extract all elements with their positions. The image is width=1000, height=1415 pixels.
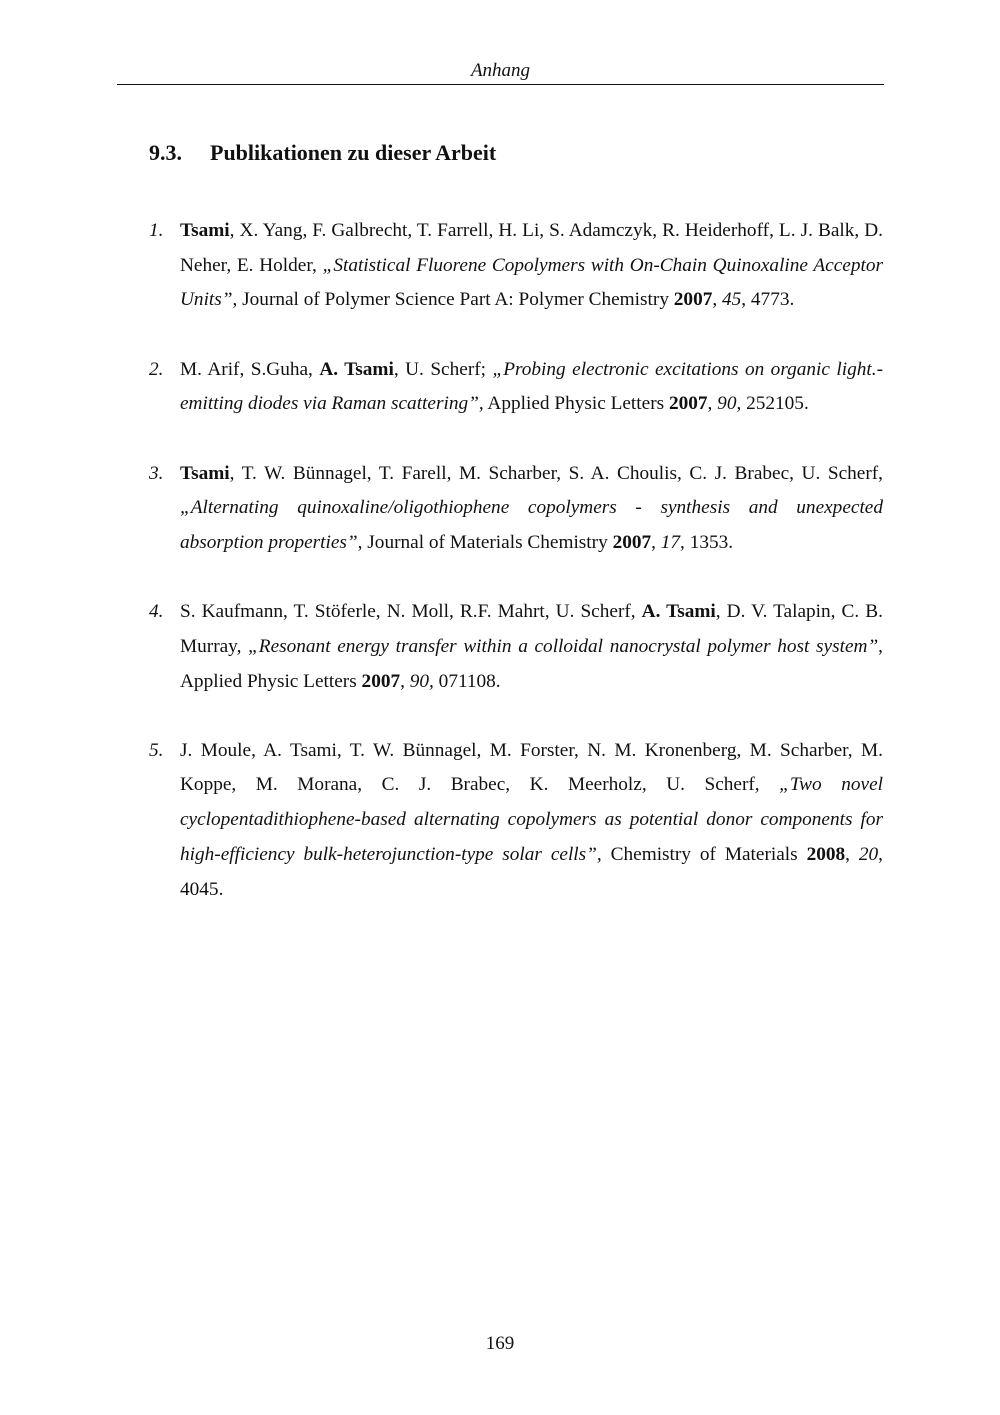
publication-text: 2008 [806,843,846,865]
publication-item [149,353,883,422]
publication-text: Tsami [180,462,230,484]
publication-number: 5. [149,739,164,761]
publication-text: A. Tsami [641,601,716,623]
publication-text: 2007 [673,289,713,311]
publication-text: 2007 [668,393,708,415]
publication-text: 2007 [612,531,652,553]
publication-text: , D. V. Talapin, C. B. Murray, [180,601,883,657]
publication-text: , [707,393,718,415]
publication-text: , [845,843,859,865]
publication-number: 2. [149,358,164,380]
publication-title: „Probing electronic excitations on organic light.-emitting diodes via Raman scattering” [180,358,883,415]
publication-title: 90, [409,670,434,692]
publication-item [149,595,883,699]
section-number: 9.3. [149,140,182,165]
header-rule [117,84,884,85]
publication-text: , Applied Physic Letters [180,635,883,692]
publication-title: 17 [660,531,681,553]
publication-item [149,734,883,908]
publication-item [149,214,883,318]
publication-text: , 252105. [736,393,809,415]
section-heading [149,138,496,168]
publication-title: 45 [721,289,742,311]
publication-title: „Two novel cyclopentadithiophene-based alternating copolymers as potential donor components for high-efficiency bulk-heterojunction-type solar cells”, [180,774,883,865]
publication-text: , T. W. Bünnagel, T. Farell, M. Scharber, S. A. Choulis, C. J. Brabec, U. Scherf, [229,462,883,484]
publication-title: „Resonant energy transfer within a colloidal nanocrystal polymer host system” [248,635,879,657]
publication-title: 20 [858,843,879,865]
publication-text: , [400,670,410,692]
page-number: 169 [485,1333,515,1354]
publication-number: 3. [149,462,164,484]
publication-text: Tsami [180,220,230,241]
publication-text: , [712,289,722,311]
publication-text: , 1353. [680,531,734,553]
publication-number: 4. [149,601,164,623]
running-header: Anhang [470,60,531,81]
publication-text: A. Tsami [319,358,394,380]
publication-title: „Statistical Fluorene Copolymers with On-Chain Quinoxaline Acceptor Units” [180,254,883,311]
publication-text: , Applied Physic Letters [478,393,669,415]
publication-text: , Journal of Materials Chemistry [357,531,613,553]
publication-text: S. Kaufmann, T. Stöferle, N. Moll, R.F. Mahrt, U. Scherf, [180,601,642,623]
publication-text: , 4773. [741,289,795,311]
publication-text: , [651,531,661,553]
publication-text: 071108. [433,670,501,692]
publication-text: Chemistry of Materials [601,843,807,865]
publication-title: 90 [717,393,737,415]
publication-list [149,214,883,942]
publication-text: , X. Yang, F. Galbrecht, T. Farrell, H. Li, S. Adamczyk, R. Heiderhoff, L. J. Balk, D. Neher, E. Holder, [180,220,883,276]
publication-text: 2007 [361,670,401,692]
publication-number: 1. [149,220,164,241]
publication-text: M. Arif, S.Guha, [180,358,320,380]
publication-text: , 4045. [180,843,883,900]
publication-text: , U. Scherf; [393,358,493,380]
publication-item [149,457,883,561]
section-title: Publikationen zu dieser Arbeit [210,140,497,165]
publication-text: J. Moule, A. Tsami, T. W. Bünnagel, M. Forster, N. M. Kronenberg, M. Scharber, M. Koppe, M. Morana, C. J. Brabec, K. Meerholz, U. Scherf, [180,739,883,796]
publication-text: , Journal of Polymer Science Part A: Polymer Chemistry [232,289,674,311]
publication-title: „Alternating quinoxaline/oligothiophene copolymers - synthesis and unexpected absorption properties” [180,497,883,553]
